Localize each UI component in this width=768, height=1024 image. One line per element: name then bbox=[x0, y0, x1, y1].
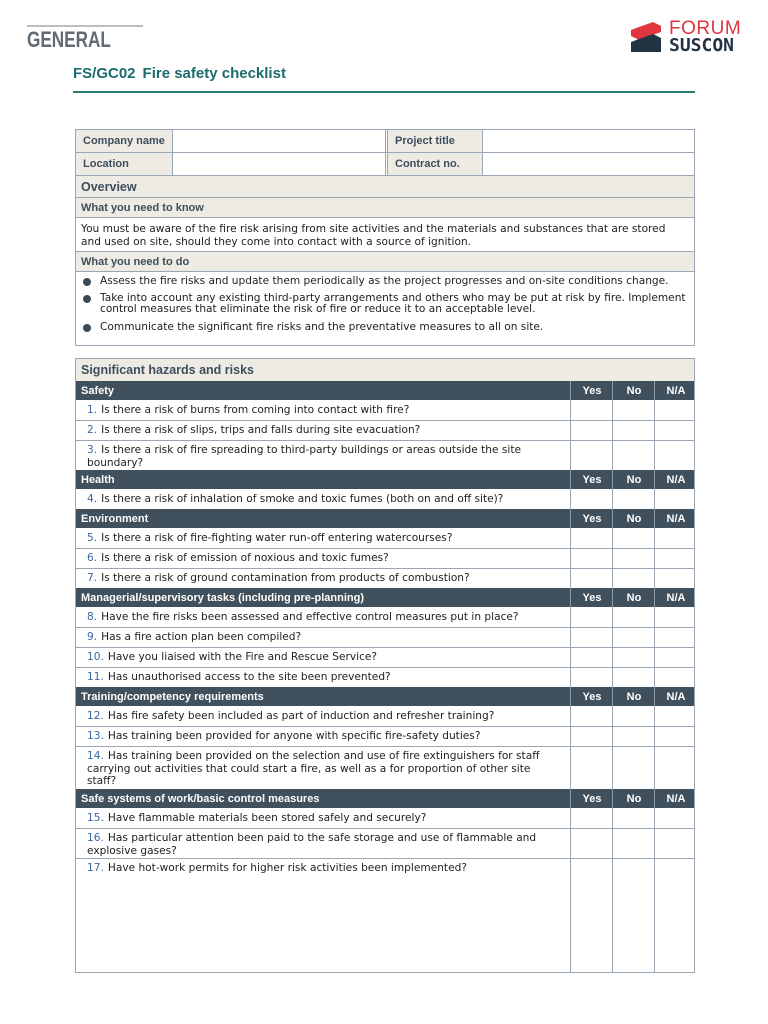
company-name-label: Company name bbox=[76, 130, 172, 152]
table-row bbox=[76, 647, 694, 667]
company-name-field[interactable] bbox=[173, 130, 385, 152]
question-text bbox=[76, 808, 570, 825]
question-text bbox=[76, 607, 570, 624]
category-label: GENERAL bbox=[27, 27, 111, 52]
answer-yes-cell[interactable] bbox=[571, 808, 612, 828]
hazards-box bbox=[75, 358, 695, 973]
column-header-na: N/A bbox=[666, 512, 686, 525]
question-text bbox=[76, 828, 570, 857]
table-row bbox=[76, 400, 694, 420]
know-heading: What you need to know bbox=[76, 198, 694, 217]
column-header-yes: Yes bbox=[582, 473, 602, 486]
answer-na-cell[interactable] bbox=[655, 808, 694, 828]
question-label: Has particular attention been paid to the safe storage and use of flammable and explosive gases? bbox=[87, 832, 537, 857]
column-header-na: N/A bbox=[666, 591, 686, 604]
answer-na-cell[interactable] bbox=[655, 400, 694, 420]
answer-yes-cell[interactable] bbox=[571, 706, 612, 726]
answer-yes-cell[interactable] bbox=[571, 667, 612, 687]
column-header-no: No bbox=[626, 792, 642, 805]
question-text bbox=[76, 726, 570, 743]
answer-no-cell[interactable] bbox=[613, 627, 654, 647]
section-header bbox=[76, 381, 694, 400]
bullet-icon bbox=[83, 295, 91, 303]
table-row bbox=[76, 548, 694, 568]
overview-box bbox=[75, 129, 695, 346]
answer-na-cell[interactable] bbox=[655, 726, 694, 746]
location-field[interactable] bbox=[173, 153, 385, 175]
table-row bbox=[76, 828, 694, 858]
table-row bbox=[76, 607, 694, 627]
answer-no-cell[interactable] bbox=[613, 746, 654, 789]
column-header-yes: Yes bbox=[582, 792, 602, 805]
column-header-na: N/A bbox=[666, 690, 686, 703]
column-header-no: No bbox=[626, 591, 642, 604]
answer-yes-cell[interactable] bbox=[571, 528, 612, 548]
answer-no-cell[interactable] bbox=[613, 440, 654, 470]
question-label: Is there a risk of slips, trips and falls during site evacuation? bbox=[101, 424, 421, 436]
column-header-yes: Yes bbox=[582, 512, 602, 525]
question-number: 12. bbox=[87, 710, 104, 722]
section-title: Safe systems of work/basic control measures bbox=[81, 792, 320, 805]
question-number: 8. bbox=[87, 611, 98, 623]
section-title: Managerial/supervisory tasks (including pre-planning) bbox=[81, 591, 365, 604]
answer-na-cell[interactable] bbox=[655, 667, 694, 687]
title-rule bbox=[73, 91, 695, 93]
document-name: Fire safety checklist bbox=[142, 65, 286, 82]
answer-na-cell[interactable] bbox=[655, 627, 694, 647]
question-label: Has training been provided for anyone with specific fire-safety duties? bbox=[107, 730, 481, 742]
column-header-na: N/A bbox=[666, 384, 686, 397]
section-header bbox=[76, 588, 694, 607]
answer-na-cell[interactable] bbox=[655, 746, 694, 789]
section-title: Safety bbox=[81, 384, 115, 397]
answer-no-cell[interactable] bbox=[613, 858, 654, 972]
answer-na-cell[interactable] bbox=[655, 420, 694, 440]
column-header-yes: Yes bbox=[582, 591, 602, 604]
answer-no-cell[interactable] bbox=[613, 548, 654, 568]
answer-no-cell[interactable] bbox=[613, 489, 654, 509]
project-title-label: Project title bbox=[388, 130, 482, 152]
section-title: Health bbox=[81, 473, 115, 486]
question-number: 3. bbox=[87, 444, 98, 456]
question-number: 2. bbox=[87, 424, 98, 436]
question-number: 13. bbox=[87, 730, 104, 742]
question-text bbox=[76, 400, 570, 417]
bullet-icon bbox=[83, 278, 91, 286]
table-row bbox=[76, 667, 694, 687]
question-number: 15. bbox=[87, 812, 104, 824]
logo-text-suscon: SUSCON bbox=[669, 35, 735, 56]
answer-yes-cell[interactable] bbox=[571, 440, 612, 470]
answer-no-cell[interactable] bbox=[613, 667, 654, 687]
answer-no-cell[interactable] bbox=[613, 528, 654, 548]
bullet-icon bbox=[83, 324, 91, 332]
answer-no-cell[interactable] bbox=[613, 647, 654, 667]
answer-yes-cell[interactable] bbox=[571, 858, 612, 972]
answer-no-cell[interactable] bbox=[613, 726, 654, 746]
question-number: 14. bbox=[87, 750, 104, 762]
question-label: Has a fire action plan been compiled? bbox=[101, 631, 302, 643]
question-number: 1. bbox=[87, 404, 98, 416]
column-header-yes: Yes bbox=[582, 384, 602, 397]
table-row bbox=[76, 726, 694, 746]
overview-heading: Overview bbox=[76, 176, 694, 197]
document-title bbox=[73, 65, 286, 82]
project-title-field[interactable] bbox=[483, 130, 694, 152]
section-header bbox=[76, 470, 694, 489]
answer-na-cell[interactable] bbox=[655, 828, 694, 858]
column-header-na: N/A bbox=[666, 792, 686, 805]
know-text: You must be aware of the fire risk arising from site activities and the materials and substances that are stored and used on site, should they come into contact with a source of ignition. bbox=[81, 223, 666, 248]
question-number: 6. bbox=[87, 552, 98, 564]
answer-yes-cell[interactable] bbox=[571, 548, 612, 568]
do-heading: What you need to do bbox=[76, 252, 694, 271]
question-number: 9. bbox=[87, 631, 98, 643]
document-code: FS/GC02 bbox=[73, 65, 136, 82]
question-text bbox=[76, 647, 570, 664]
column-header-no: No bbox=[626, 512, 642, 525]
answer-na-cell[interactable] bbox=[655, 607, 694, 627]
question-number: 11. bbox=[87, 671, 104, 683]
table-row bbox=[76, 706, 694, 726]
answer-no-cell[interactable] bbox=[613, 706, 654, 726]
answer-na-cell[interactable] bbox=[655, 858, 694, 972]
column-header-no: No bbox=[626, 384, 642, 397]
answer-no-cell[interactable] bbox=[613, 568, 654, 588]
question-label: Is there a risk of fire spreading to third-party buildings or areas outside the site boundary? bbox=[87, 444, 522, 469]
question-label: Is there a risk of burns from coming into contact with fire? bbox=[101, 404, 410, 416]
section-title: Environment bbox=[81, 512, 149, 525]
question-label: Have the fire risks been assessed and effective control measures put in place? bbox=[101, 611, 519, 623]
question-text bbox=[76, 627, 570, 644]
logo-text-forum: FORUM bbox=[669, 18, 742, 39]
answer-yes-cell[interactable] bbox=[571, 489, 612, 509]
table-row bbox=[76, 528, 694, 548]
table-row bbox=[76, 440, 694, 470]
answer-no-cell[interactable] bbox=[613, 400, 654, 420]
answer-yes-cell[interactable] bbox=[571, 420, 612, 440]
question-text bbox=[76, 548, 570, 565]
section-header bbox=[76, 509, 694, 528]
section-header bbox=[76, 687, 694, 706]
answer-na-cell[interactable] bbox=[655, 489, 694, 509]
question-text bbox=[76, 489, 570, 506]
column-header-yes: Yes bbox=[582, 690, 602, 703]
question-number: 16. bbox=[87, 832, 104, 844]
question-label: Have you liaised with the Fire and Rescue Service? bbox=[107, 651, 378, 663]
answer-na-cell[interactable] bbox=[655, 706, 694, 726]
answer-no-cell[interactable] bbox=[613, 828, 654, 858]
list-item: Communicate the significant fire risks and the preventative measures to all on site. bbox=[76, 322, 694, 333]
question-label: Is there a risk of fire-fighting water run-off entering watercourses? bbox=[101, 532, 453, 544]
question-label: Have hot-work permits for higher risk activities been implemented? bbox=[107, 862, 467, 874]
question-text bbox=[76, 440, 570, 469]
table-row bbox=[76, 808, 694, 828]
answer-no-cell[interactable] bbox=[613, 420, 654, 440]
table-row bbox=[76, 627, 694, 647]
question-number: 4. bbox=[87, 493, 98, 505]
table-row bbox=[76, 568, 694, 588]
location-label: Location bbox=[76, 153, 172, 175]
answer-yes-cell[interactable] bbox=[571, 726, 612, 746]
list-item: Assess the fire risks and update them periodically as the project progresses and on-site conditions change. bbox=[76, 276, 694, 287]
question-number: 17. bbox=[87, 862, 104, 874]
question-number: 10. bbox=[87, 651, 104, 663]
question-number: 5. bbox=[87, 532, 98, 544]
answer-no-cell[interactable] bbox=[613, 808, 654, 828]
hazards-heading: Significant hazards and risks bbox=[76, 359, 694, 381]
table-row bbox=[76, 858, 694, 972]
question-label: Is there a risk of emission of noxious and toxic fumes? bbox=[101, 552, 389, 564]
table-row bbox=[76, 746, 694, 789]
column-header-na: N/A bbox=[666, 473, 686, 486]
question-text bbox=[76, 568, 570, 585]
logo-mark-icon bbox=[629, 20, 663, 54]
answer-no-cell[interactable] bbox=[613, 607, 654, 627]
question-label: Has unauthorised access to the site been prevented? bbox=[107, 671, 391, 683]
question-label: Is there a risk of ground contamination from products of combustion? bbox=[101, 572, 470, 584]
answer-yes-cell[interactable] bbox=[571, 627, 612, 647]
question-text bbox=[76, 667, 570, 684]
answer-na-cell[interactable] bbox=[655, 528, 694, 548]
answer-na-cell[interactable] bbox=[655, 440, 694, 470]
answer-yes-cell[interactable] bbox=[571, 607, 612, 627]
contract-no-label: Contract no. bbox=[388, 153, 482, 175]
question-number: 7. bbox=[87, 572, 98, 584]
question-label: Is there a risk of inhalation of smoke and toxic fumes (both on and off site)? bbox=[101, 493, 504, 505]
section-title: Training/competency requirements bbox=[81, 690, 264, 703]
contract-no-field[interactable] bbox=[483, 153, 694, 175]
question-text bbox=[76, 528, 570, 545]
form-row-2 bbox=[76, 153, 694, 175]
question-text bbox=[76, 746, 570, 788]
answer-na-cell[interactable] bbox=[655, 647, 694, 667]
section-header bbox=[76, 789, 694, 808]
question-text bbox=[76, 706, 570, 723]
column-header-no: No bbox=[626, 473, 642, 486]
list-item: Take into account any existing third-party arrangements and others who may be put at risk by fire. Implement control measures that eliminate the risk of fire or reduce it to an acceptable level. bbox=[76, 293, 694, 314]
answer-na-cell[interactable] bbox=[655, 568, 694, 588]
question-label: Has fire safety been included as part of induction and refresher training? bbox=[107, 710, 495, 722]
table-row bbox=[76, 489, 694, 509]
answer-yes-cell[interactable] bbox=[571, 828, 612, 858]
answer-yes-cell[interactable] bbox=[571, 647, 612, 667]
forum-suscon-logo bbox=[629, 18, 749, 58]
question-label: Have flammable materials been stored safely and securely? bbox=[107, 812, 427, 824]
answer-yes-cell[interactable] bbox=[571, 568, 612, 588]
answer-yes-cell[interactable] bbox=[571, 746, 612, 789]
table-row bbox=[76, 420, 694, 440]
answer-yes-cell[interactable] bbox=[571, 400, 612, 420]
question-text bbox=[76, 858, 570, 875]
question-text bbox=[76, 420, 570, 437]
answer-na-cell[interactable] bbox=[655, 548, 694, 568]
column-header-no: No bbox=[626, 690, 642, 703]
form-row-1 bbox=[76, 130, 694, 152]
question-label: Has training been provided on the selection and use of fire extinguishers for staff carrying out activities that could start a fire, as well as a for proportion of other site staff? bbox=[87, 750, 540, 787]
